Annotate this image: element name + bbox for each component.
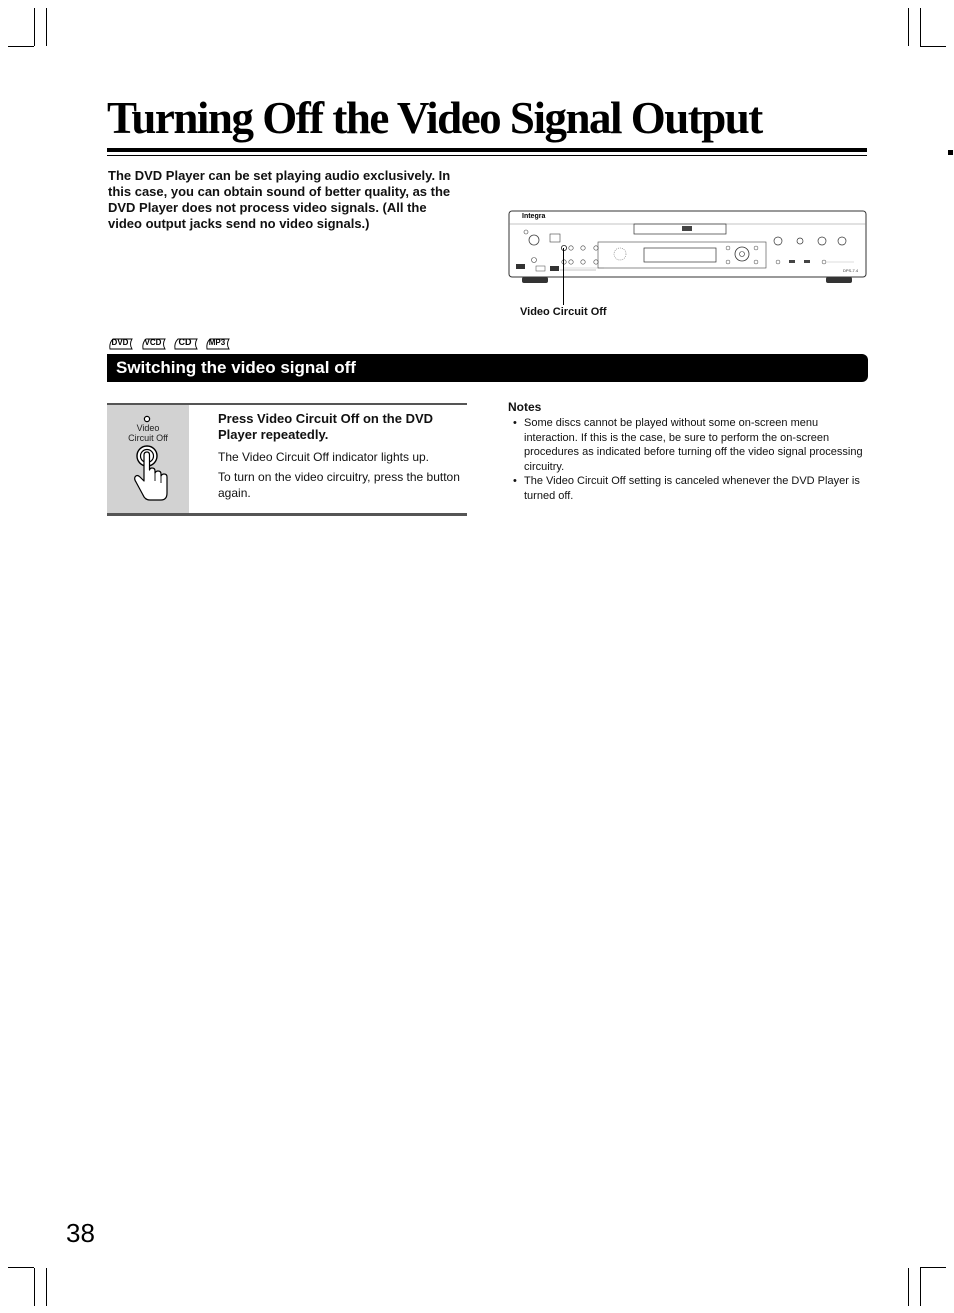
model-label: DPS-7.4 [843, 268, 859, 273]
notes [508, 400, 863, 503]
badge-cd-label: CD [178, 337, 192, 347]
badge-cd [173, 337, 199, 350]
notes-list [508, 416, 863, 503]
title-rule-thick [107, 148, 867, 152]
note-item: • The Video Circuit Off setting is canceled whenever the DVD Player is turned off. [508, 474, 863, 503]
crop-mark [34, 1268, 35, 1306]
step-line-1: The Video Circuit Off indicator lights up. [218, 450, 429, 464]
crop-mark [920, 8, 921, 46]
step-text [218, 411, 463, 505]
badge-vcd [141, 337, 167, 350]
crop-mark [8, 1267, 34, 1268]
section-title: Switching the video signal off [116, 358, 356, 377]
step-bottom-rule [107, 513, 467, 516]
badge-dvd-label: DVD [111, 338, 129, 347]
callout-video-circuit-off: Video Circuit Off [520, 306, 607, 318]
step-icon-panel [107, 405, 189, 513]
callout-leader-line [563, 248, 564, 305]
title-rule-thin [107, 155, 867, 156]
page-number: 38 [66, 1218, 95, 1248]
intro-paragraph: The DVD Player can be set playing audio exclusively. In this case, you can obtain sound of better quality, as the DVD Player does not process video signals. (All the video output jacks send no video signals.) [108, 168, 451, 231]
crop-mark [34, 8, 35, 46]
page-title: Turning Off the Video Signal Output [107, 93, 762, 143]
crop-mark [920, 46, 946, 47]
crop-mark [920, 1268, 921, 1306]
crop-mark [46, 8, 47, 46]
crop-mark [8, 46, 34, 47]
step-icon-label: Video Circuit Off [128, 423, 168, 443]
crop-mark [908, 8, 909, 46]
hand-pressing-button-icon [131, 443, 171, 505]
dvd-player-illustration [508, 210, 868, 288]
note-item: • Some discs cannot be played without some on-screen menu interaction. If this is the case, be sure to perform the on-screen procedures as indicated before turning off the video signal processing circuitry. [508, 416, 863, 474]
brand-logo: Integra [522, 213, 546, 220]
margin-tick [948, 150, 953, 155]
step-heading: Press Video Circuit Off on the DVD Player repeatedly. [218, 411, 434, 442]
crop-mark [920, 1267, 946, 1268]
badge-mp3-label: MP3 [208, 338, 226, 347]
indicator-led-icon [143, 415, 151, 423]
badge-mp3 [205, 337, 231, 350]
section-header [107, 354, 868, 382]
notes-heading: Notes [508, 400, 542, 414]
crop-mark [46, 1268, 47, 1306]
step-line-2: To turn on the video circuitry, press the button again. [218, 470, 460, 500]
crop-mark [908, 1268, 909, 1306]
badge-vcd-label: VCD [144, 338, 162, 347]
instruction-step [107, 403, 467, 516]
badge-dvd [108, 337, 134, 350]
